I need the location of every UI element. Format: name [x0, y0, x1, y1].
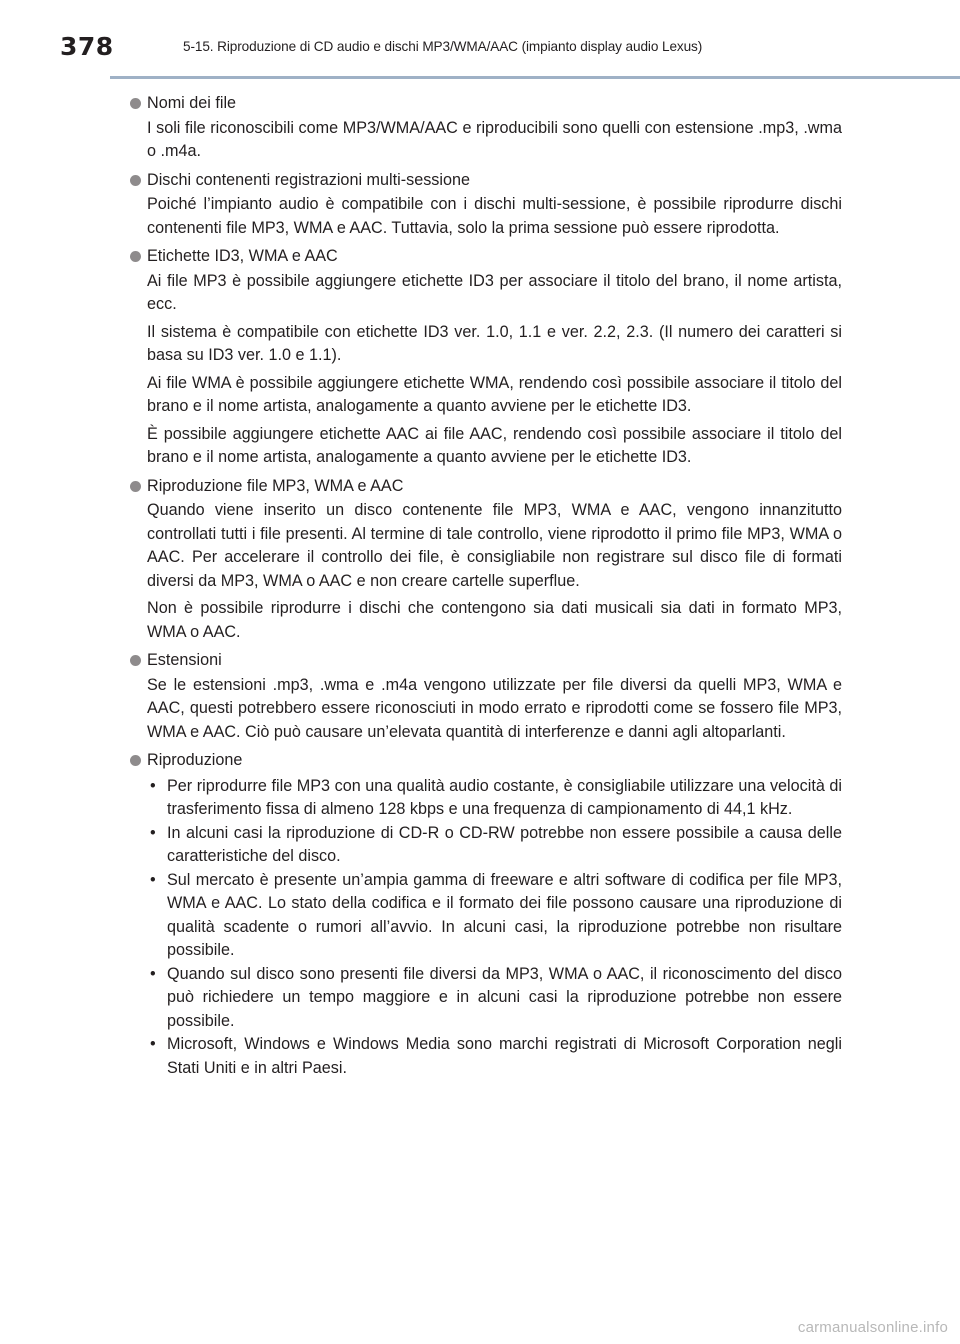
paragraph: Se le estensioni .mp3, .wma e .m4a vengono utilizzate per file diversi da quelli MP3, WMA e AAC, questi potrebbero essere riconosciuti in modo errato e riprodotti come se fossero file MP3, WMA e AAC. Ciò può causare un’elevata quantità di interferenze e danni agli altoparlanti.: [147, 675, 842, 741]
section-playback: [130, 749, 842, 1080]
bullet-dot-icon: •: [150, 1035, 156, 1053]
page-content: [130, 92, 842, 1080]
bullet-dot-icon: •: [150, 964, 156, 983]
bullet-dot-icon: •: [150, 823, 156, 842]
section-title-multisession: Dischi contenenti registrazioni multi-sessione: [147, 170, 470, 189]
page-header: [0, 0, 960, 80]
section-file-names: [130, 92, 842, 164]
paragraph: Non è possibile riprodurre i dischi che contengono sia dati musicali sia dati in formato MP3, WMA o AAC.: [147, 599, 842, 641]
section-playback-files: [130, 475, 842, 645]
paragraph: Ai file MP3 è possibile aggiungere etichette ID3 per associare il titolo del brano, il nome artista, ecc.: [147, 271, 842, 313]
list-item: [147, 775, 842, 822]
section-heading: [130, 92, 842, 116]
list-item: [147, 822, 842, 869]
bullet-circle-icon: [130, 98, 141, 109]
bullet-circle-icon: [130, 251, 141, 262]
section-heading: [130, 649, 842, 673]
list-item-text: In alcuni casi la riproduzione di CD-R o CD-RW potrebbe non essere possibile a causa delle caratteristiche del disco.: [167, 823, 842, 865]
section-title: 5-15. Riproduzione di CD audio e dischi MP3/WMA/AAC (impianto display audio Lexus): [183, 39, 703, 54]
section-title-playback: Riproduzione: [147, 751, 243, 769]
list-item: [147, 869, 842, 963]
bullet-circle-icon: [130, 175, 141, 186]
list-item: [147, 1033, 842, 1080]
bullet-dot-icon: •: [150, 870, 156, 889]
section-title-file-names: Nomi dei file: [147, 94, 237, 112]
playback-notes-list: [147, 775, 842, 1081]
paragraph: È possibile aggiungere etichette AAC ai file AAC, rendendo così possibile associare il titolo del brano e il nome artista, analogamente a quanto avviene per le etichette ID3.: [147, 424, 842, 466]
section-heading: [130, 475, 842, 499]
section-heading: [130, 245, 842, 269]
paragraph: Ai file WMA è possibile aggiungere etichette WMA, rendendo così possibile associare il titolo del brano e il nome artista, analogamente a quanto avviene per le etichette ID3.: [147, 373, 842, 415]
list-item-text: Per riprodurre file MP3 con una qualità audio costante, è consigliabile utilizzare una velocità di trasferimento fissa di almeno 128 kbps e una frequenza di campionamento di 44,1 kHz.: [167, 776, 842, 818]
section-heading: [130, 169, 842, 193]
list-item-text: Quando sul disco sono presenti file diversi da MP3, WMA o AAC, il riconoscimento del disco può richiedere un tempo maggiore e in alcuni casi la riproduzione potrebbe non essere possibile.: [167, 964, 842, 1030]
section-extensions: [130, 649, 842, 744]
bullet-dot-icon: •: [150, 776, 156, 795]
section-title-tags: Etichette ID3, WMA e AAC: [147, 247, 338, 265]
bullet-circle-icon: [130, 755, 141, 766]
paragraph: I soli file riconoscibili come MP3/WMA/AAC e riproducibili sono quelli con estensione .mp3, .wma o .m4a.: [147, 118, 842, 160]
paragraph: Il sistema è compatibile con etichette ID3 ver. 1.0, 1.1 e ver. 2.2, 2.3. (Il numero dei caratteri si basa su ID3 ver. 1.0 e 1.1).: [147, 322, 842, 364]
watermark: carmanualsonline.info: [797, 1319, 948, 1336]
page-number: 378: [60, 32, 114, 61]
section-tags: [130, 245, 842, 470]
section-heading: [130, 749, 842, 773]
section-title-playback-files: Riproduzione file MP3, WMA e AAC: [147, 476, 404, 495]
paragraph: Quando viene inserito un disco contenente file MP3, WMA e AAC, vengono innanzitutto controllati tutti i file presenti. Al termine di tale controllo, viene riprodotto il primo file MP3, WMA o AAC. Per accelerare il controllo dei file, è consigliabile non registrare sul disco file di formati diversi da MP3, WMA o AAC e non creare cartelle superflue.: [147, 501, 842, 590]
section-multisession: [130, 169, 842, 241]
list-item-text: Sul mercato è presente un’ampia gamma di freeware e altri software di codifica per file MP3, WMA e AAC. Lo stato della codifica e il formato dei file possono causare una riproduzione di qualità scadente o rumori all’avvio. In alcuni casi, la riproduzione potrebbe non risultare possibile.: [167, 870, 842, 959]
list-item-text: Microsoft, Windows e Windows Media sono marchi registrati di Microsoft Corporation negli Stati Uniti e in altri Paesi.: [167, 1035, 842, 1077]
bullet-circle-icon: [130, 655, 141, 666]
bullet-circle-icon: [130, 481, 141, 492]
list-item: [147, 963, 842, 1034]
paragraph: Poiché l’impianto audio è compatibile con i dischi multi-sessione, è possibile riprodurre dischi contenenti file MP3, WMA e AAC. Tuttavia, solo la prima sessione può essere riprodotta.: [147, 195, 842, 237]
section-title-extensions: Estensioni: [147, 651, 222, 669]
header-divider: [110, 76, 960, 79]
